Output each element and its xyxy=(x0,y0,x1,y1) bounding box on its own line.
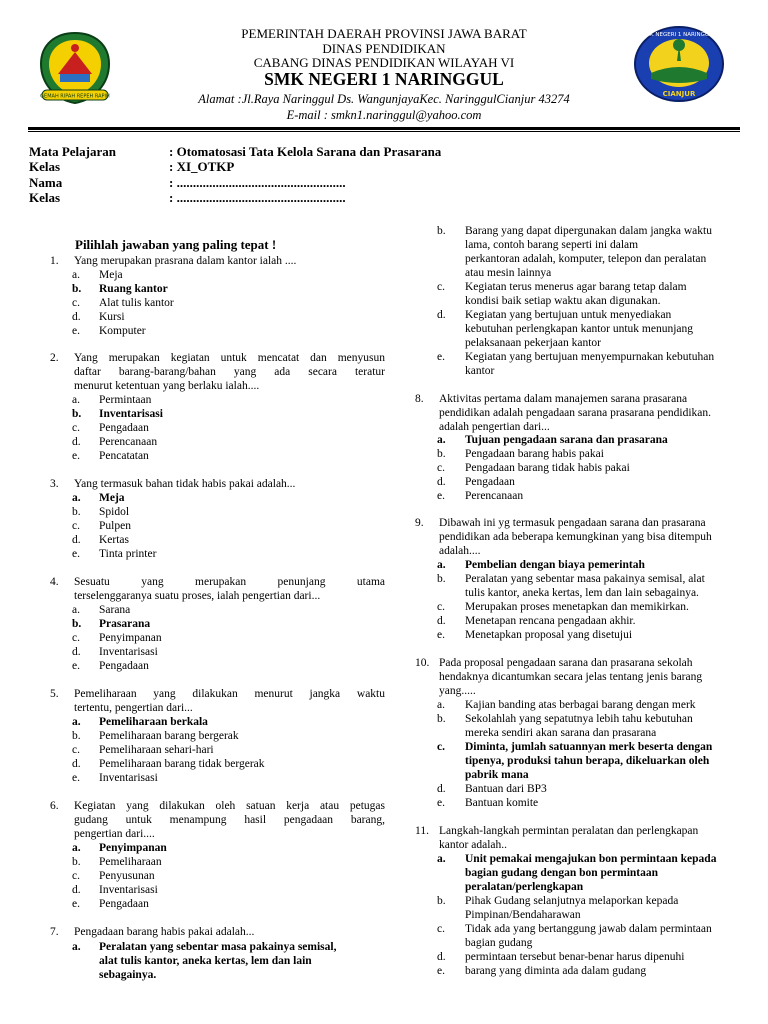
info-row-class-2 xyxy=(29,190,346,206)
question-stem: Kegiatan yang dilakukan oleh satuan kerja atau petugas gudang untuk menampung hasil pengadaan barang, pengertian dari.... xyxy=(74,800,385,840)
info-row-class xyxy=(29,159,235,175)
info-label: Kelas xyxy=(29,190,61,205)
question-number: 7. xyxy=(50,926,59,938)
header-government-line: PEMERINTAH DAERAH PROVINSI JAWA BARAT xyxy=(241,26,527,41)
header-rule-thin xyxy=(28,131,740,132)
instruction-text: Pilihlah jawaban yang paling tepat ! xyxy=(75,237,277,252)
question-stem: Dibawah ini yg termasuk pengadaan sarana dan prasarana pendidikan ada beberapa kemungkinan yang bisa ditempuh adalah.... xyxy=(439,517,712,557)
question-number: 4. xyxy=(50,576,59,588)
school-name: SMK NEGERI 1 NARINGGUL xyxy=(264,69,504,89)
question-number: 9. xyxy=(415,517,424,529)
question-number: 1. xyxy=(50,255,59,267)
logo-right-top-text: SMK NEGERI 1 NARINGGUL xyxy=(641,32,717,38)
question-number: 3. xyxy=(50,478,59,490)
info-row-name xyxy=(29,175,346,191)
school-address: Alamat :Jl.Raya Naringgul Ds. WangunjayaKec. NaringgulCianjur 43274 xyxy=(198,92,570,106)
question-stem: Langkah-langkah permintan peralatan dan perlengkapan kantor adalah.. xyxy=(439,825,699,851)
question-number: 8. xyxy=(415,393,424,405)
info-label: Mata Pelajaran xyxy=(29,144,117,159)
header-department-line: DINAS PENDIDIKAN xyxy=(322,41,446,56)
question-stem: Pemeliharaan yang dilakukan menurut jangka waktu tertentu, pengertian dari... xyxy=(74,688,385,714)
info-value: : .................................................... xyxy=(169,190,346,205)
question-number: 2. xyxy=(50,352,59,364)
question-number: 6. xyxy=(50,800,59,812)
header-branch-line: CABANG DINAS PENDIDIKAN WILAYAH VI xyxy=(253,55,515,70)
info-label: Kelas xyxy=(29,159,61,174)
question-stem: Pada proposal pengadaan sarana dan prasarana sekolah hendaknya dicantumkan secara jelas tentang jenis barang yang..... xyxy=(439,657,703,697)
question-stem: Pengadaan barang habis pakai adalah... xyxy=(74,926,255,938)
school-email: E-mail : smkn1.naringgul@yahoo.com xyxy=(286,108,482,122)
question-stem: Yang termasuk bahan tidak habis pakai adalah... xyxy=(74,478,296,490)
info-value: : XI_OTKP xyxy=(169,159,235,174)
question-stem: Aktivitas pertama dalam manajemen sarana prasarana pendidikan adalah pengadaan sarana prasarana pendidikan. adalah pengertian dari... xyxy=(439,393,712,433)
info-value: : .................................................... xyxy=(169,175,346,190)
logo-left-motto: GEMAH RIPAH REPEH RAPIH xyxy=(40,93,110,100)
question-number: 5. xyxy=(50,688,59,700)
question-stem: Sesuatu yang merupakan penunjang utama terselenggaranya suatu proses, ialah pengertian dari... xyxy=(74,576,385,602)
question-stem: Yang merupakan prasrana dalam kantor ialah .... xyxy=(74,255,297,267)
info-value: : Otomatosasi Tata Kelola Sarana dan Prasarana xyxy=(169,144,442,159)
info-row-subject xyxy=(29,144,442,160)
logo-right-bottom-text: CIANJUR xyxy=(662,90,696,98)
info-label: Nama xyxy=(29,175,63,190)
question-number: 11. xyxy=(415,825,429,837)
header-rule-thick xyxy=(28,127,740,130)
question-number: 10. xyxy=(415,657,430,669)
question-stem: Yang merupakan kegiatan untuk mencatat dan menyusun daftar barang-barang/bahan yang ada secara teratur menurut ketentuan yang berlaku ialah.... xyxy=(74,352,385,392)
